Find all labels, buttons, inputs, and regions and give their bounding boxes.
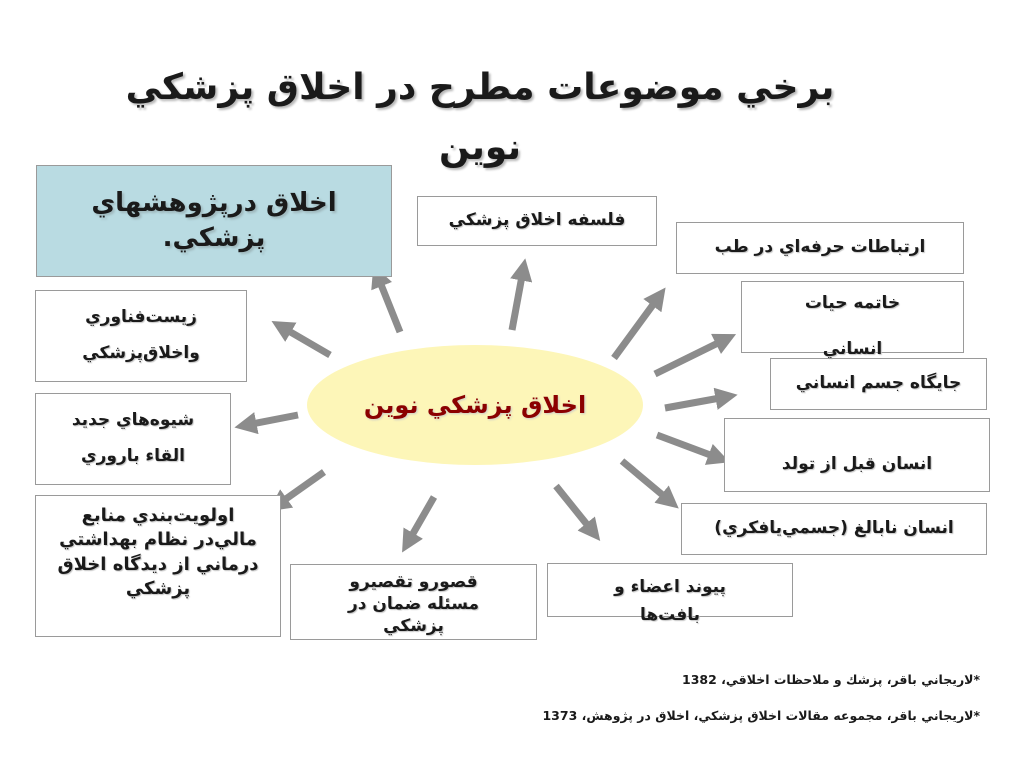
topic-label: انسان نابالغ (جسمي‌يافكري) xyxy=(714,518,954,539)
topic-assisted-reproduction xyxy=(35,393,231,485)
central-concept-label: اخلاق پزشكي نوين xyxy=(363,391,587,419)
topic-label: جايگاه جسم انساني xyxy=(795,373,962,394)
topic-resource-priority xyxy=(35,495,281,637)
topic-organ-transplant xyxy=(547,563,793,625)
topic-label: انسان قبل از تولد xyxy=(781,454,933,475)
topic-label: درماني از ديدگاه اخلاق xyxy=(57,553,259,575)
topic-professional-relations xyxy=(676,222,964,274)
topic-label: زيست‌فناوري xyxy=(85,307,197,328)
arrow-to-immature-human xyxy=(622,461,665,497)
topic-label: مسئله ضمان در xyxy=(347,594,480,615)
slide-title: برخي موضوعات مطرح در اخلاق پزشكي نوين xyxy=(125,67,835,168)
arrow-to-end-of-life xyxy=(655,342,720,374)
topic-label: اولويت‌بندي منابع xyxy=(81,505,235,526)
references xyxy=(380,662,980,734)
arrow-to-professional-relations xyxy=(614,302,655,358)
topic-label: خاتمه حيات xyxy=(804,293,901,313)
topic-prenatal-human xyxy=(724,418,990,492)
topic-human-body-status xyxy=(770,358,987,410)
topic-label: اخلاق درپژوهشهاي xyxy=(91,187,337,218)
arrow-to-philosophy xyxy=(512,276,522,330)
arrow-to-human-body-status xyxy=(665,398,720,408)
topic-label: ارتباطات حرفه‌اي در طب xyxy=(714,237,926,258)
topic-label: القاء باروري xyxy=(81,446,185,466)
topic-label: انساني xyxy=(822,338,883,359)
topic-label: پزشكي. xyxy=(162,223,266,253)
topic-label: فلسفه اخلاق پزشكي xyxy=(448,210,626,231)
topic-malpractice xyxy=(290,564,537,640)
topic-end-of-life xyxy=(741,281,964,359)
topic-biotech xyxy=(35,290,247,382)
arrow-to-research-ethics xyxy=(380,282,400,332)
topic-label: پزشكي xyxy=(125,577,191,599)
topic-immature-human xyxy=(681,503,987,555)
topic-label: بافت‌ها xyxy=(639,604,701,625)
topic-label: پزشكي xyxy=(383,616,444,637)
arrow-to-assisted-reproduction xyxy=(252,415,298,424)
topic-label: واخلاق‌پزشكي xyxy=(82,343,200,363)
arrow-to-malpractice xyxy=(411,497,434,537)
arrow-to-prenatal-human xyxy=(657,435,713,456)
topic-philosophy xyxy=(417,196,657,246)
topic-label: قصورو تقصيرو xyxy=(349,572,478,592)
arrow-to-biotech xyxy=(287,330,330,355)
arrow-to-organ-transplant xyxy=(556,486,589,527)
topic-label: شيوه‌هاي جديد xyxy=(71,410,195,431)
topic-research-ethics xyxy=(36,165,392,277)
central-concept xyxy=(307,345,643,465)
arrow-to-resource-priority xyxy=(283,472,324,501)
topic-label: پيوند اعضاء و xyxy=(614,577,726,597)
reference-item: *لاريجاني باقر، پزشك و ملاحظات اخلاقي، 1382 xyxy=(682,672,980,687)
reference-item: *لاريجاني باقر، مجموعه مقالات اخلاق پزشكي، اخلاق در پژوهش، 1373 xyxy=(542,708,980,723)
topic-label: مالي‌در نظام بهداشتي xyxy=(59,529,257,551)
